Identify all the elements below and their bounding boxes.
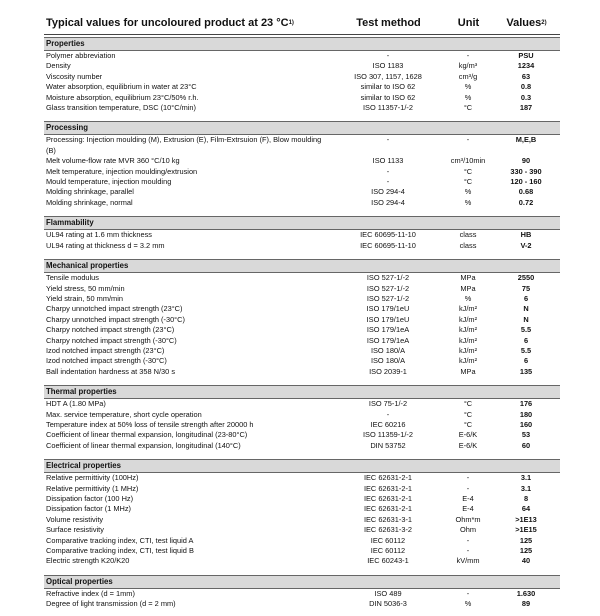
unit: - xyxy=(466,535,470,545)
table-row xyxy=(44,198,560,208)
section-spacer xyxy=(44,208,560,214)
unit: kJ/m² xyxy=(458,356,478,366)
value: 187 xyxy=(519,103,533,113)
value: 176 xyxy=(519,399,533,409)
unit: °C xyxy=(463,103,473,113)
value: 0.68 xyxy=(518,187,534,197)
property-name: Charpy unnotched impact strength (23°C) xyxy=(46,304,183,314)
test-method: ISO 1183 xyxy=(372,61,404,71)
table-row xyxy=(44,304,560,314)
table-row xyxy=(44,51,560,61)
section-title: Electrical properties xyxy=(44,459,560,473)
unit: - xyxy=(466,546,470,556)
test-method: ISO 179/1eU xyxy=(366,304,410,314)
unit: - xyxy=(466,135,470,145)
property-name: Refractive index (d = 1mm) xyxy=(46,588,135,598)
table-row xyxy=(44,156,560,166)
section-title: Thermal properties xyxy=(44,385,560,399)
unit: % xyxy=(464,197,472,207)
property-name: Comparative tracking index, CTI, test liquid A xyxy=(46,535,194,545)
test-method: - xyxy=(386,135,390,145)
test-method: ISO 179/1eA xyxy=(366,335,410,345)
test-method: ISO 75-1/-2 xyxy=(368,399,408,409)
section-spacer xyxy=(44,251,560,257)
value: 135 xyxy=(519,366,533,376)
table-row xyxy=(44,241,560,251)
unit: kJ/m² xyxy=(458,314,478,324)
test-method: ISO 180/A xyxy=(370,345,406,355)
test-method: ISO 307, 1157, 1628 xyxy=(354,71,422,81)
test-method: - xyxy=(386,166,390,176)
table-row xyxy=(44,346,560,356)
unit: - xyxy=(466,473,470,483)
unit: kV/mm xyxy=(456,556,480,566)
table-row xyxy=(44,410,560,420)
unit: MPa xyxy=(460,283,476,293)
property-name: Coefficient of linear thermal expansion, longitudinal (140°C) xyxy=(46,440,241,450)
table-row xyxy=(44,546,560,556)
table-row xyxy=(44,420,560,430)
table-row xyxy=(44,167,560,177)
value: PSU xyxy=(518,51,534,60)
test-method: ISO 294-4 xyxy=(371,197,405,207)
unit: MPa xyxy=(460,366,476,376)
table-row xyxy=(44,273,560,283)
header-values: Values 2) xyxy=(492,12,560,34)
value: 3.1 xyxy=(520,483,532,493)
value: V-2 xyxy=(520,240,532,250)
test-method: IEC 62631-3-1 xyxy=(363,514,413,524)
table-row xyxy=(44,93,560,103)
test-method: IEC 62631-2-1 xyxy=(363,483,413,493)
header-unit: Unit xyxy=(444,12,492,34)
value: 5.5 xyxy=(520,345,532,355)
value: 0.3 xyxy=(520,92,532,102)
test-method: IEC 60243-1 xyxy=(367,556,409,566)
value: 64 xyxy=(521,504,531,514)
unit: % xyxy=(464,82,472,92)
table-row xyxy=(44,230,560,240)
test-method: similar to ISO 62 xyxy=(360,82,416,92)
property-name: Melt temperature, injection moulding/extrusion xyxy=(46,166,198,176)
property-name: Coefficient of linear thermal expansion, longitudinal (23-80°C) xyxy=(46,430,248,440)
unit: E-6/K xyxy=(458,430,478,440)
value: N xyxy=(523,314,529,324)
property-name: Charpy notched impact strength (23°C) xyxy=(46,325,175,335)
test-method: IEC 62631-2-1 xyxy=(363,504,413,514)
table-row xyxy=(44,473,560,483)
section-title: Optical properties xyxy=(44,575,560,589)
section-title: Mechanical properties xyxy=(44,259,560,273)
test-method: IEC 60695-11-10 xyxy=(360,240,416,250)
section-spacer xyxy=(44,113,560,119)
unit: °C xyxy=(463,419,473,429)
property-name: Charpy notched impact strength (-30°C) xyxy=(46,335,177,345)
unit: °C xyxy=(463,409,473,419)
value: 53 xyxy=(521,430,531,440)
value: 1234 xyxy=(517,61,535,71)
property-name: Dissipation factor (1 MHz) xyxy=(46,504,132,514)
property-name: Relative permittivity (100Hz) xyxy=(46,473,139,483)
table-row xyxy=(44,61,560,71)
table-row xyxy=(44,82,560,92)
property-name: Molding shrinkage, parallel xyxy=(46,187,134,197)
property-name: Molding shrinkage, normal xyxy=(46,197,133,207)
table-row xyxy=(44,336,560,346)
value: 2550 xyxy=(517,273,535,283)
value: 6 xyxy=(523,356,529,366)
table-row xyxy=(44,294,560,304)
value: 6 xyxy=(523,293,529,303)
table-row xyxy=(44,556,560,566)
table-row xyxy=(44,525,560,535)
header-title-text: Typical values for uncoloured product at 23 °C xyxy=(46,17,289,29)
section xyxy=(44,37,560,119)
value: 6 xyxy=(523,335,529,345)
property-name: Dissipation factor (100 Hz) xyxy=(46,494,134,503)
table-row xyxy=(44,187,560,197)
table-row xyxy=(44,536,560,546)
section-title: Processing xyxy=(44,121,560,135)
unit: cm³/g xyxy=(458,71,478,81)
property-name: Moisture absorption, equilibrium 23°C/50% r.h. xyxy=(46,92,199,102)
table-row xyxy=(44,589,560,599)
property-name: Water absorption, equilibrium in water at 23°C xyxy=(46,82,197,92)
section xyxy=(44,216,560,257)
test-method: IEC 60216 xyxy=(370,419,406,429)
table-row xyxy=(44,441,560,451)
section xyxy=(44,385,560,457)
property-name: Polymer abbreviation xyxy=(46,51,116,60)
unit: °C xyxy=(463,177,473,187)
property-name: UL94 rating at thickness d = 3.2 mm xyxy=(46,240,165,250)
property-name: Max. service temperature, short cycle operation xyxy=(46,409,202,419)
test-method: ISO 1133 xyxy=(372,156,404,166)
test-method: - xyxy=(386,177,390,187)
unit: Ohm xyxy=(459,525,476,535)
property-name: Processing: Injection moulding (M), Extrusion (E), Film-Extrsuion (F), Blow moulding (B) xyxy=(46,135,322,155)
value: 330 - 390 xyxy=(510,166,542,176)
value: 8 xyxy=(523,494,529,503)
unit: °C xyxy=(463,166,473,176)
section xyxy=(44,121,560,214)
section-spacer xyxy=(44,610,560,616)
property-name: Yield stress, 50 mm/min xyxy=(46,283,125,293)
property-name: Volume resistivity xyxy=(46,514,104,524)
property-name: Izod notched impact strength (-30°C) xyxy=(46,356,167,366)
unit: % xyxy=(464,599,472,609)
value: 0.72 xyxy=(518,197,534,207)
test-method: - xyxy=(386,51,390,60)
property-name: Temperature index at 50% loss of tensile strength after 20000 h xyxy=(46,419,254,429)
table-row xyxy=(44,72,560,82)
property-name: Degree of light transmission (d = 2 mm) xyxy=(46,599,176,609)
test-method: DIN 5036-3 xyxy=(369,599,407,609)
unit: % xyxy=(464,92,472,102)
table-row xyxy=(44,315,560,325)
test-method: ISO 11359-1/-2 xyxy=(363,430,413,440)
test-method: IEC 60112 xyxy=(370,535,406,545)
value: 0.8 xyxy=(520,82,532,92)
unit: - xyxy=(466,51,470,60)
property-name: Mould temperature, injection moulding xyxy=(46,177,172,187)
property-name: Electric strength K20/K20 xyxy=(46,556,130,566)
test-method: IEC 60112 xyxy=(370,546,406,556)
unit: E-4 xyxy=(462,504,474,514)
test-method: IEC 62631-3-2 xyxy=(363,525,413,535)
value: 180 xyxy=(519,409,533,419)
value: 90 xyxy=(521,156,531,166)
sections-container xyxy=(44,37,560,616)
section xyxy=(44,459,560,573)
value: 60 xyxy=(521,440,531,450)
header-values-text: Values xyxy=(506,17,542,29)
section-title: Properties xyxy=(44,37,560,51)
header-test-method: Test method xyxy=(332,12,444,34)
test-method: IEC 62631-2-1 xyxy=(363,473,413,483)
value: 160 xyxy=(519,419,533,429)
table-row xyxy=(44,367,560,377)
test-method: IEC 62631-2-1 xyxy=(363,494,413,503)
property-name: Izod notched impact strength (23°C) xyxy=(46,345,165,355)
unit: - xyxy=(466,588,470,598)
section-spacer xyxy=(44,567,560,573)
property-name: Charpy unnotched impact strength (-30°C) xyxy=(46,314,185,324)
unit: kJ/m² xyxy=(458,325,478,335)
datasheet-table xyxy=(44,12,560,616)
property-name: Yield strain, 50 mm/min xyxy=(46,293,123,303)
table-row xyxy=(44,103,560,113)
property-name: Melt volume-flow rate MVR 360 °C/10 kg xyxy=(46,156,180,166)
unit: cm³/10min xyxy=(450,156,486,166)
unit: % xyxy=(464,187,472,197)
value: M,E,B xyxy=(515,135,537,145)
unit: MPa xyxy=(460,273,476,283)
property-name: Surface resistivity xyxy=(46,525,104,535)
value: 120 - 160 xyxy=(510,177,542,187)
test-method: ISO 179/1eU xyxy=(366,314,410,324)
unit: kJ/m² xyxy=(458,335,478,345)
property-name: Viscosity number xyxy=(46,71,103,81)
section-spacer xyxy=(44,451,560,457)
test-method: ISO 527-1/-2 xyxy=(366,273,410,283)
table-row xyxy=(44,484,560,494)
unit: E-4 xyxy=(462,494,474,503)
unit: kJ/m² xyxy=(458,345,478,355)
test-method: ISO 294-4 xyxy=(371,187,405,197)
unit: °C xyxy=(463,399,473,409)
property-name: Density xyxy=(46,61,71,71)
value: 125 xyxy=(519,546,533,556)
unit: class xyxy=(459,230,477,240)
test-method: ISO 489 xyxy=(374,588,402,598)
table-row xyxy=(44,599,560,609)
value: 1.630 xyxy=(516,588,536,598)
test-method: ISO 180/A xyxy=(370,356,406,366)
table-row xyxy=(44,430,560,440)
table-row xyxy=(44,284,560,294)
value: 63 xyxy=(521,71,531,81)
value: 5.5 xyxy=(520,325,532,335)
unit: % xyxy=(464,293,472,303)
test-method: similar to ISO 62 xyxy=(360,92,416,102)
test-method: DIN 53752 xyxy=(370,440,406,450)
test-method: ISO 527-1/-2 xyxy=(366,293,410,303)
unit: - xyxy=(466,483,470,493)
value: 3.1 xyxy=(520,473,532,483)
property-name: Relative permittivity (1 MHz) xyxy=(46,483,139,493)
test-method: ISO 2039-1 xyxy=(369,366,407,376)
test-method: - xyxy=(386,409,390,419)
value: >1E13 xyxy=(515,514,537,524)
section-title: Flammability xyxy=(44,216,560,230)
table-row xyxy=(44,494,560,504)
table-row xyxy=(44,399,560,409)
test-method: ISO 179/1eA xyxy=(366,325,410,335)
header-title: Typical values for uncoloured product at 23 °C 1) xyxy=(46,17,294,29)
test-method: ISO 11357-1/-2 xyxy=(363,103,413,113)
property-name: Glass transition temperature, DSC (10°C/min) xyxy=(46,103,196,113)
unit: class xyxy=(459,240,477,250)
section xyxy=(44,259,560,383)
test-method: IEC 60695-11-10 xyxy=(360,230,416,240)
unit: kg/m³ xyxy=(458,61,478,71)
test-method: ISO 527-1/-2 xyxy=(366,283,410,293)
value: >1E15 xyxy=(515,525,537,535)
table-row xyxy=(44,504,560,514)
table-header xyxy=(44,12,560,35)
value: HB xyxy=(520,230,532,240)
value: 40 xyxy=(521,556,531,566)
property-name: Ball indentation hardness at 358 N/30 s xyxy=(46,366,176,376)
unit: E-6/K xyxy=(458,440,478,450)
value: 89 xyxy=(521,599,531,609)
property-name: Comparative tracking index, CTI, test liquid B xyxy=(46,546,194,556)
property-name: UL94 rating at 1.6 mm thickness xyxy=(46,230,152,240)
property-name: Tensile modulus xyxy=(46,273,99,283)
unit: Ohm*m xyxy=(455,514,481,524)
value: N xyxy=(523,304,529,314)
table-row xyxy=(44,135,560,156)
table-row xyxy=(44,515,560,525)
table-row xyxy=(44,325,560,335)
table-row xyxy=(44,356,560,366)
property-name: HDT A (1.80 MPa) xyxy=(46,399,106,409)
value: 75 xyxy=(521,283,531,293)
value: 125 xyxy=(519,535,533,545)
section xyxy=(44,575,560,616)
unit: kJ/m² xyxy=(458,304,478,314)
section-spacer xyxy=(44,377,560,383)
table-row xyxy=(44,177,560,187)
